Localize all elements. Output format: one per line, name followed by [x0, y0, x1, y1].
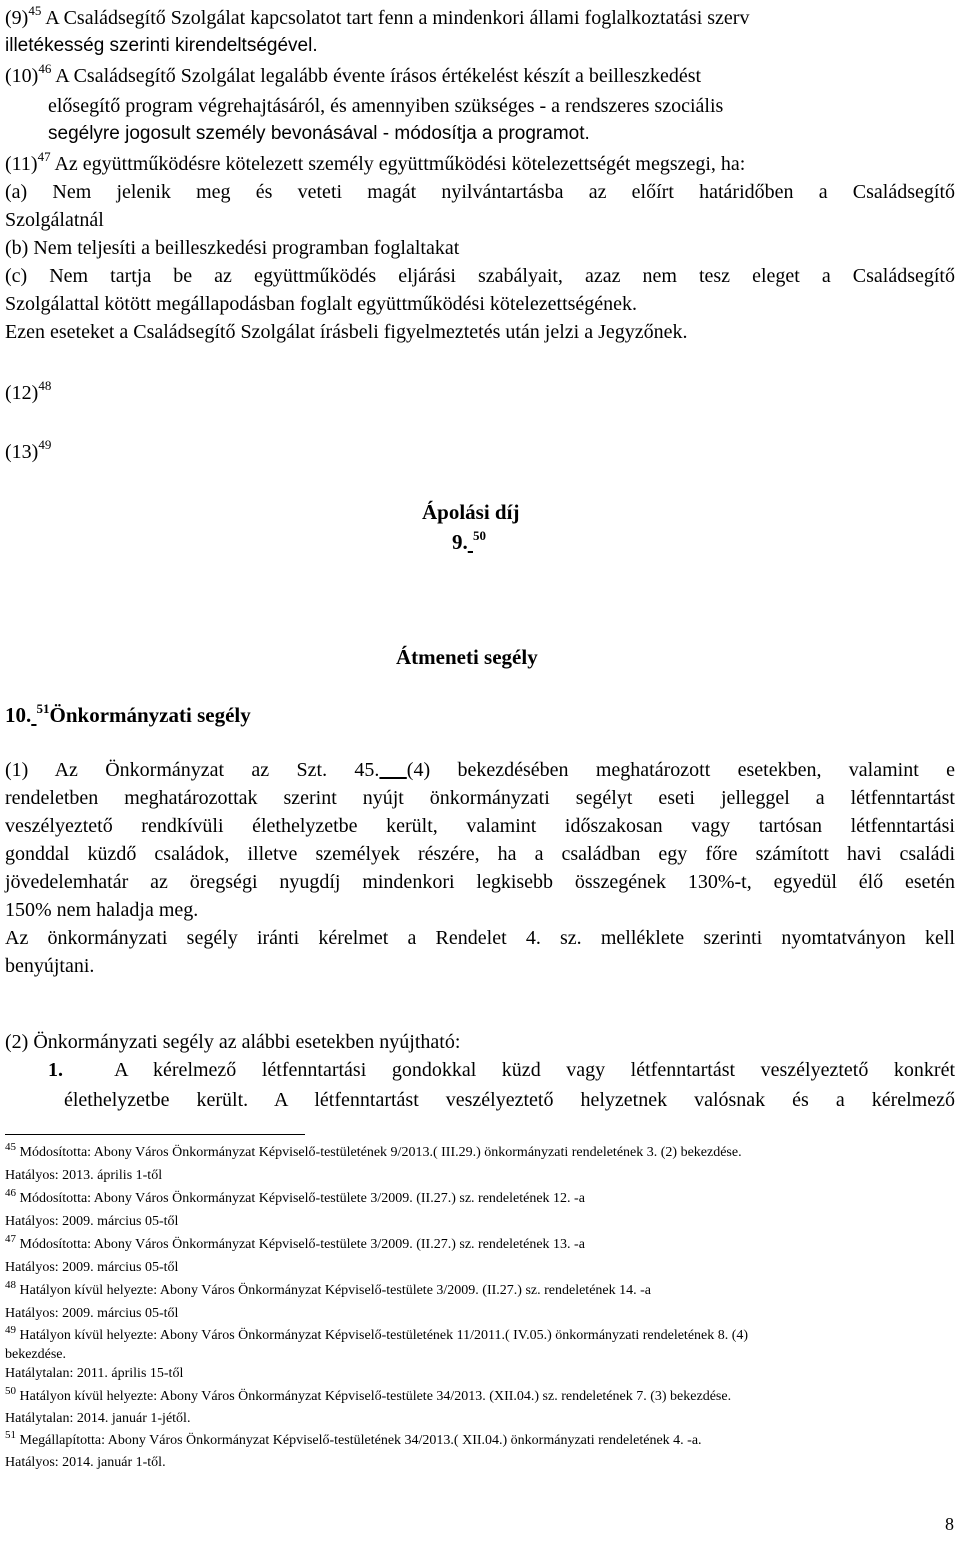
section-10-para-1-line-7: Az önkormányzati segély iránti kérelmet a Rendelet 4. sz. melléklete szerinti nyomtatványon kell: [5, 927, 955, 949]
footnote-text: Módosította: Abony Város Önkormányzat Képviselő-testületének 9/2013.( III.29.) önkormányzati rendeletének 3. (2) bekezdése.: [16, 1145, 742, 1160]
footnote-ref[interactable]: 51: [36, 701, 50, 716]
footnote-47-effective: Hatályos: 2009. március 05-től: [5, 1260, 179, 1275]
page-number: 8: [945, 1514, 954, 1534]
list-item-1-line-2: élethelyzetbe került. A létfenntartást veszélyeztető helyzetnek valósnak és a kérelmező: [64, 1089, 955, 1111]
footnote-45: [5, 1141, 742, 1161]
text: (1) Az Önkormányzat az Szt. 45.: [5, 759, 380, 781]
section-10-para-1-line-1: [5, 758, 955, 782]
footnote-text: Hatályon kívül helyezte: Abony Város Önkormányzat Képviselő-testülete 3/2009. (II.27.) sz. rendeletének 14. -a: [16, 1283, 651, 1298]
footnote-48-effective: Hatályos: 2009. március 05-től: [5, 1306, 179, 1321]
footnote-50-effective: Hatálytalan: 2014. január 1-jétől.: [5, 1411, 191, 1426]
footnote-number: 47: [5, 1233, 16, 1245]
section-title: Önkormányzati segély: [49, 703, 251, 727]
heading-atmeneti-segely: Átmeneti segély: [396, 645, 538, 669]
footnote-ref[interactable]: 45: [28, 3, 42, 18]
heading-apolasi-dij: Ápolási díj: [422, 500, 520, 524]
paragraph-10-line-1: [5, 61, 702, 88]
footnote-number: 50: [5, 1385, 16, 1397]
footnote-number: 46: [5, 1187, 16, 1199]
footnote-49-continued: bekezdése.: [5, 1347, 67, 1362]
footnote-45-effective: Hatályos: 2013. április 1-től: [5, 1168, 163, 1183]
paragraph-10-line-3: segélyre jogosult személy bevonásával - módosítja a programot.: [48, 123, 590, 144]
paragraph-11-item-b: (b) Nem teljesíti a beilleszkedési programban foglaltakat: [5, 237, 460, 259]
paragraph-11-item-a-line-2: Szolgálatnál: [5, 209, 104, 231]
footnote-46: [5, 1187, 585, 1207]
text: (4) bekezdésében meghatározott esetekben, valamint e: [406, 759, 956, 781]
paragraph-10-line-2: elősegítő program végrehajtásáról, és amennyiben szükséges - a rendszeres szociális: [48, 95, 724, 117]
section-number: 10.: [5, 703, 32, 727]
section-10-para-1-line-4: gonddal küzdő családok, illetve személyek részére, ha a családban egy főre számított havi családi: [5, 843, 955, 865]
paragraph-number: (11): [5, 153, 38, 175]
paragraph-number: (13): [5, 441, 39, 463]
section-10-heading: [5, 703, 251, 727]
footnote-number: 45: [5, 1141, 16, 1153]
footnote-51: [5, 1429, 702, 1449]
footnote-47: [5, 1233, 585, 1253]
footnote-50: [5, 1385, 732, 1405]
footnote-number: 48: [5, 1279, 16, 1291]
paragraph-11-closing: Ezen eseteket a Családsegítő Szolgálat írásbeli figyelmeztetés után jelzi a Jegyzőnek.: [5, 321, 688, 343]
paragraph-11-item-c-line-2: Szolgálattal kötött megállapodásban foglalt együttműködési kötelezettségének.: [5, 293, 638, 315]
section-9-number: [452, 530, 486, 554]
footnote-text: Módosította: Abony Város Önkormányzat Képviselő-testülete 3/2009. (II.27.) sz. rendeletének 12. -a: [16, 1191, 585, 1206]
paragraph-number: (12): [5, 382, 39, 404]
footnote-49-effective: Hatálytalan: 2011. április 15-től: [5, 1366, 184, 1381]
footnote-ref[interactable]: 48: [38, 378, 52, 393]
footnote-49: [5, 1324, 749, 1344]
footnote-separator: [5, 1134, 305, 1135]
paragraph-9-line-1: [5, 3, 750, 30]
paragraph-13: [5, 437, 52, 464]
footnote-text: Módosította: Abony Város Önkormányzat Képviselő-testülete 3/2009. (II.27.) sz. rendeletének 13. -a: [16, 1237, 585, 1252]
footnote-48: [5, 1279, 651, 1299]
paragraph-11-line-1: [5, 149, 746, 176]
footnote-number: 49: [5, 1324, 16, 1336]
footnote-51-effective: Hatályos: 2014. január 1-től.: [5, 1455, 166, 1470]
footnote-ref[interactable]: 49: [38, 437, 52, 452]
section-10-para-1-line-5: jövedelemhatár az öregségi nyugdíj mindenkori legkisebb összegének 130%-t, egyedül élő esetén: [5, 871, 955, 893]
section-10-para-2: (2) Önkormányzati segély az alábbi esetekben nyújtható:: [5, 1031, 461, 1053]
footnote-ref[interactable]: 46: [38, 61, 52, 76]
paragraph-12: [5, 378, 52, 405]
footnote-text: Hatályon kívül helyezte: Abony Város Önkormányzat Képviselő-testületének 11/2011.( IV.05.) önkormányzati rendeletének 8. (4): [16, 1328, 749, 1343]
section-mark: [379, 759, 406, 781]
section-10-para-1-line-6: 150% nem haladja meg.: [5, 899, 199, 921]
footnote-text: Megállapította: Abony Város Önkormányzat Képviselő-testületének 34/2013.( XII.04.) önkormányzati rendeletének 4. -a.: [16, 1433, 702, 1448]
paragraph-number: (9): [5, 7, 29, 29]
section-number: 9.: [452, 530, 468, 554]
section-10-para-1-line-3: veszélyeztető rendkívüli élethelyzetbe került, valamint időszakosan vagy tartósan létfenntartási: [5, 815, 955, 837]
footnote-ref[interactable]: 50: [473, 528, 486, 543]
list-number: 1.: [48, 1059, 63, 1081]
paragraph-number: (10): [5, 65, 39, 87]
paragraph-9-line-2: illetékesség szerinti kirendeltségével.: [5, 35, 318, 56]
paragraph-11-item-a-line-1: (a) Nem jelenik meg és veteti magát nyilvántartásba az előírt határidőben a Családsegítő: [5, 181, 955, 203]
text: A Családsegítő Szolgálat kapcsolatot tart fenn a mindenkori állami foglalkoztatási szerv: [41, 7, 750, 29]
footnote-ref[interactable]: 47: [37, 149, 51, 164]
text: A Családsegítő Szolgálat legalább évente írásos értékelést készít a beilleszkedést: [51, 65, 702, 87]
text: Az együttműködésre kötelezett személy együttműködési kötelezettségét megszegi, ha:: [50, 153, 746, 175]
footnote-number: 51: [5, 1429, 16, 1441]
list-item-1-line-1: [48, 1058, 955, 1082]
footnote-text: Hatályon kívül helyezte: Abony Város Önkormányzat Képviselő-testülete 34/2013. (XII.04.) sz. rendeletének 7. (3) bekezdése.: [16, 1389, 732, 1404]
text: A kérelmező létfenntartási gondokkal küzd vagy létfenntartást veszélyeztető konkrét: [114, 1059, 956, 1081]
section-10-para-1-line-8: benyújtani.: [5, 955, 95, 977]
section-10-para-1-line-2: rendeletben meghatározottak szerint nyújt önkormányzati segélyt eseti jelleggel a létfenntartást: [5, 787, 955, 809]
footnote-46-effective: Hatályos: 2009. március 05-től: [5, 1214, 179, 1229]
paragraph-11-item-c-line-1: (c) Nem tartja be az együttműködés eljárási szabályait, azaz nem tesz eleget a Családsegítő: [5, 265, 955, 287]
